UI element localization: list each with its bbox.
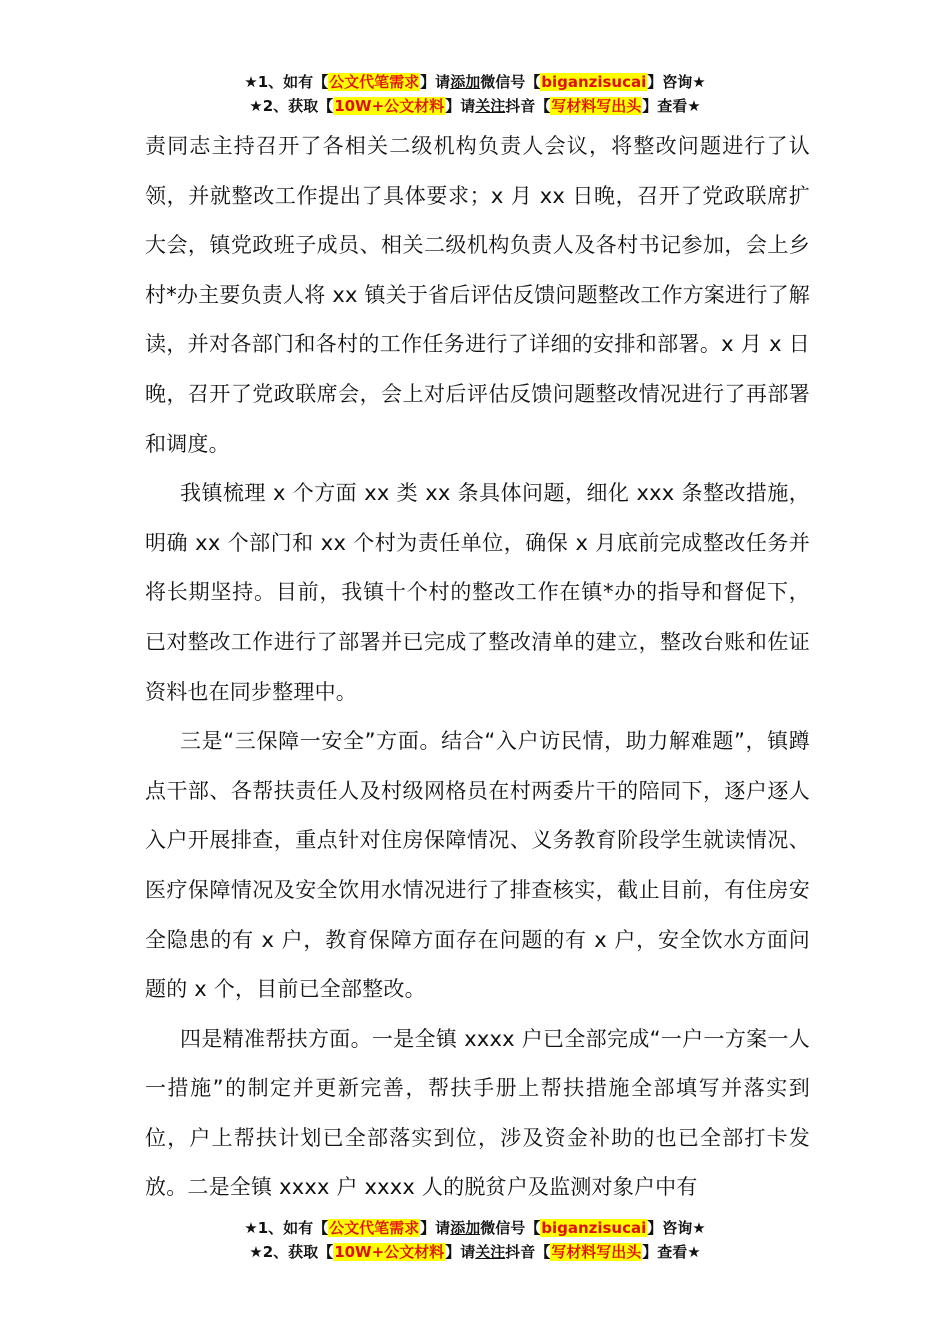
footer-banner [0, 1216, 950, 1264]
banner-text: ★1、如有【 [244, 1219, 329, 1237]
document-body [145, 122, 810, 1213]
banner-text: 抖音【 [505, 1243, 551, 1261]
banner-line-2 [0, 94, 950, 118]
banner-text: 】请 [420, 73, 451, 91]
banner-line-2 [0, 1240, 950, 1264]
paragraph-targeted-assistance: 四是精准帮扶方面。一是全镇 xxxx 户已全部完成“一户一方案一人一措施”的制定并更新完善，帮扶手册上帮扶措施全部填写并落实到位，户上帮扶计划已全部落实到位，涉及资金补助的也已全部打卡发放。二是全镇 xxxx 户 xxxx 人的脱贫户及监测对象户中有 [145, 1026, 810, 1200]
banner-underlined-text: 关注 [475, 1243, 506, 1261]
banner-text: 微信号【 [480, 73, 541, 91]
highlight-wechat-id: biganzisucai [541, 1219, 647, 1237]
highlight-materials: 10W+公文材料 [334, 97, 445, 115]
highlight-douyin-account: 写材料写出头 [551, 97, 642, 115]
banner-text: 】查看★ [642, 1243, 701, 1261]
banner-line-1 [0, 1216, 950, 1240]
highlight-materials: 10W+公文材料 [334, 1243, 445, 1261]
banner-underlined-text: 关注 [475, 97, 506, 115]
banner-text: 】请 [445, 1243, 476, 1261]
highlight-service: 公文代笔需求 [329, 73, 420, 91]
banner-text: 】咨询★ [647, 1219, 706, 1237]
header-banner [0, 70, 950, 118]
banner-line-1 [0, 70, 950, 94]
banner-text: 】请 [420, 1219, 451, 1237]
banner-text: ★2、获取【 [249, 1243, 334, 1261]
banner-text: 】查看★ [642, 97, 701, 115]
paragraph-continuation: 责同志主持召开了各相关二级机构负责人会议，将整改问题进行了认领，并就整改工作提出了具体要求；x 月 xx 日晚，召开了党政联席扩大会，镇党政班子成员、相关二级机构负责人及各村书记参加，会上乡村*办主要负责人将 xx 镇关于省后评估反馈问题整改工作方案进行了解读，并对各部门和各村的工作任务进行了详细的安排和部署。x 月 x 日晚，召开了党政联席会，会上对后评估反馈问题整改情况进行了再部署和调度。 [145, 134, 810, 456]
highlight-douyin-account: 写材料写出头 [551, 1243, 642, 1261]
banner-underlined-text: 添加 [450, 1219, 481, 1237]
paragraph-three-guarantees: 三是“三保障一安全”方面。结合“入户访民情，助力解难题”，镇蹲点干部、各帮扶责任人及村级网格员在村两委片干的陪同下，逐户逐人入户开展排查，重点针对住房保障情况、义务教育阶段学生就读情况、医疗保障情况及安全饮用水情况进行了排查核实，截止目前，有住房安全隐患的有 x 户，教育保障方面存在问题的有 x 户，安全饮水方面问题的 x 个，目前已全部整改。 [145, 729, 810, 1002]
highlight-service: 公文代笔需求 [329, 1219, 420, 1237]
highlight-wechat-id: biganzisucai [541, 73, 647, 91]
banner-text: 微信号【 [480, 1219, 541, 1237]
banner-text: 抖音【 [505, 97, 551, 115]
banner-text: ★2、获取【 [249, 97, 334, 115]
banner-text: 】请 [445, 97, 476, 115]
banner-underlined-text: 添加 [450, 73, 481, 91]
paragraph-rectification-tasks: 我镇梳理 x 个方面 xx 类 xx 条具体问题，细化 xxx 条整改措施，明确 xx 个部门和 xx 个村为责任单位，确保 x 月底前完成整改任务并将长期坚持。目前，我镇十个村的整改工作在镇*办的指导和督促下，已对整改工作进行了部署并已完成了整改清单的建立，整改台账和佐证资料也在同步整理中。 [145, 481, 810, 704]
banner-text: 】咨询★ [647, 73, 706, 91]
banner-text: ★1、如有【 [244, 73, 329, 91]
